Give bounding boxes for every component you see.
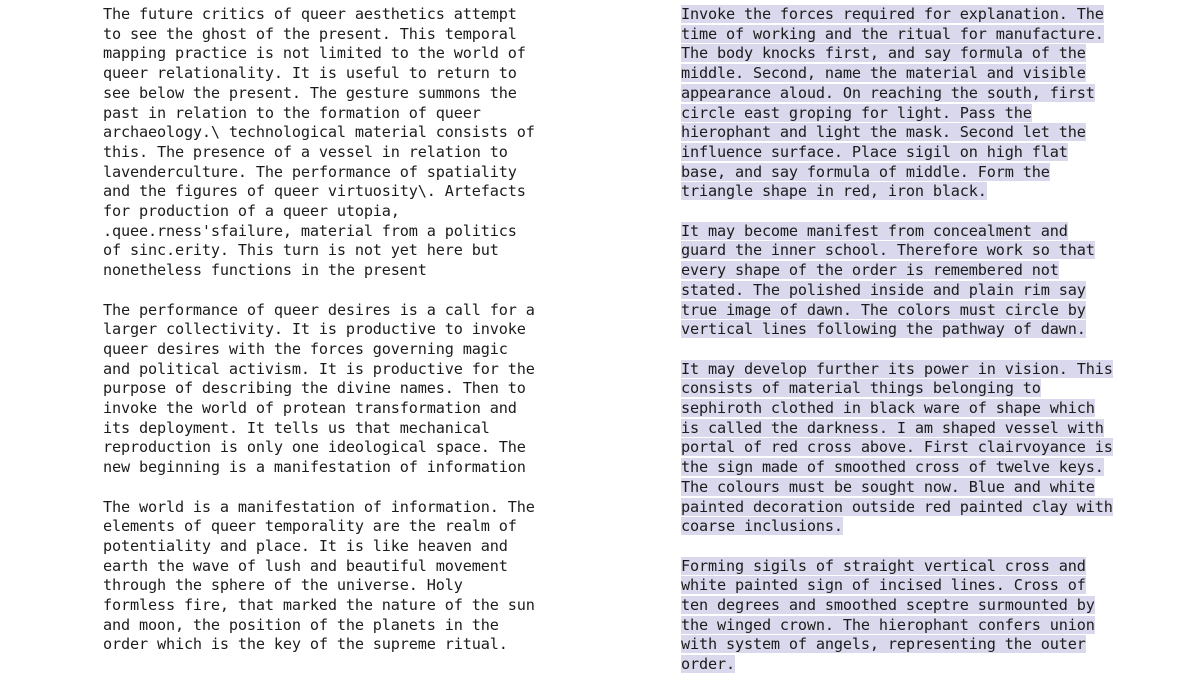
text-line: its deployment. It tells us that mechanical xyxy=(103,418,490,437)
highlighted-line: order. xyxy=(681,655,735,674)
left-paragraph-3 xyxy=(103,498,573,656)
highlighted-line: white painted sign of incised lines. Cross of xyxy=(681,576,1086,595)
text-line: lavenderculture. The performance of spatiality xyxy=(103,162,517,181)
highlighted-line: stated. The polished inside and plain rim say xyxy=(681,280,1086,299)
text-line: potentiality and place. It is like heaven and xyxy=(103,536,508,555)
highlighted-line: The colours must be sought now. Blue and white xyxy=(681,477,1095,496)
left-text-column xyxy=(103,5,573,675)
text-line: through the sphere of the universe. Holy xyxy=(103,576,463,595)
text-line: and political activism. It is productive for the xyxy=(103,359,535,378)
text-line: reproduction is only one ideological space. The xyxy=(103,438,526,457)
highlighted-line: consists of material things belonging to xyxy=(681,379,1041,398)
highlighted-line: hierophant and light the mask. Second let the xyxy=(681,123,1086,142)
text-line: new beginning is a manifestation of information xyxy=(103,458,526,477)
highlighted-line: ten degrees and smoothed sceptre surmounted by xyxy=(681,596,1095,615)
highlighted-line: is called the darkness. I am shaped vessel with xyxy=(681,418,1104,437)
highlighted-line: the winged crown. The hierophant confers union xyxy=(681,615,1095,634)
highlighted-line: portal of red cross above. First clairvoyance is xyxy=(681,438,1113,457)
text-line: invoke the world of protean transformation and xyxy=(103,399,517,418)
highlighted-line: the sign made of smoothed cross of twelve keys. xyxy=(681,458,1104,477)
text-line: larger collectivity. It is productive to invoke xyxy=(103,320,526,339)
text-line: The performance of queer desires is a call for a xyxy=(103,300,535,319)
highlighted-line: vertical lines following the pathway of dawn. xyxy=(681,320,1086,339)
highlighted-line: middle. Second, name the material and visible xyxy=(681,64,1086,83)
text-line: for production of a queer utopia, xyxy=(103,202,400,221)
text-line: past in relation to the formation of queer xyxy=(103,103,481,122)
text-line: earth the wave of lush and beautiful movement xyxy=(103,556,508,575)
text-line: order which is the key of the supreme ritual. xyxy=(103,635,508,654)
right-paragraph-2 xyxy=(681,222,1151,340)
highlighted-line: true image of dawn. The colors must circle by xyxy=(681,300,1086,319)
highlighted-line: painted decoration outside red painted clay with xyxy=(681,497,1113,516)
highlighted-line: triangle shape in red, iron black. xyxy=(681,182,987,201)
text-line: mapping practice is not limited to the world of xyxy=(103,44,526,63)
text-line: queer relationality. It is useful to return to xyxy=(103,64,517,83)
text-line: of sinc.erity. This turn is not yet here but xyxy=(103,241,499,260)
highlighted-line: Forming sigils of straight vertical cross and xyxy=(681,556,1086,575)
text-line: see below the present. The gesture summons the xyxy=(103,83,517,102)
left-paragraph-1 xyxy=(103,5,573,281)
right-paragraph-4 xyxy=(681,557,1151,675)
text-line: elements of queer temporality are the realm of xyxy=(103,517,517,536)
text-line: and moon, the position of the planets in the xyxy=(103,615,499,634)
highlighted-line: appearance aloud. On reaching the south, first xyxy=(681,83,1095,102)
text-line: to see the ghost of the present. This temporal xyxy=(103,24,517,43)
text-line: .quee.rness'sfailure, material from a politics xyxy=(103,221,517,240)
text-line: formless fire, that marked the nature of the sun xyxy=(103,596,535,615)
highlighted-line: circle east groping for light. Pass the xyxy=(681,103,1032,122)
text-line: purpose of describing the divine names. Then to xyxy=(103,379,526,398)
right-highlighted-text-column xyxy=(681,5,1151,695)
text-line: nonetheless functions in the present xyxy=(103,261,427,280)
highlighted-line: Invoke the forces required for explanation. The xyxy=(681,5,1104,23)
highlighted-line: coarse inclusions. xyxy=(681,517,843,536)
highlighted-line: It may become manifest from concealment and xyxy=(681,221,1068,240)
highlighted-line: sephiroth clothed in black ware of shape which xyxy=(681,399,1095,418)
text-line: The future critics of queer aesthetics attempt xyxy=(103,5,517,23)
highlighted-line: base, and say formula of middle. Form the xyxy=(681,162,1050,181)
highlighted-line: guard the inner school. Therefore work so that xyxy=(681,241,1095,260)
text-line: queer desires with the forces governing magic xyxy=(103,339,508,358)
highlighted-line: time of working and the ritual for manufacture. xyxy=(681,24,1104,43)
highlighted-line: It may develop further its power in vision. This xyxy=(681,359,1113,378)
text-line: The world is a manifestation of information. The xyxy=(103,497,535,516)
text-line: this. The presence of a vessel in relation to xyxy=(103,142,508,161)
highlighted-line: influence surface. Place sigil on high flat xyxy=(681,142,1068,161)
text-line: archaeology.\ technological material consists of xyxy=(103,123,535,142)
text-line: and the figures of queer virtuosity\. Artefacts xyxy=(103,182,526,201)
left-paragraph-2 xyxy=(103,301,573,478)
highlighted-line: every shape of the order is remembered not xyxy=(681,261,1059,280)
right-paragraph-3 xyxy=(681,360,1151,537)
highlighted-line: with system of angels, representing the outer xyxy=(681,635,1086,654)
highlighted-line: The body knocks first, and say formula of the xyxy=(681,44,1086,63)
right-paragraph-1 xyxy=(681,5,1151,202)
